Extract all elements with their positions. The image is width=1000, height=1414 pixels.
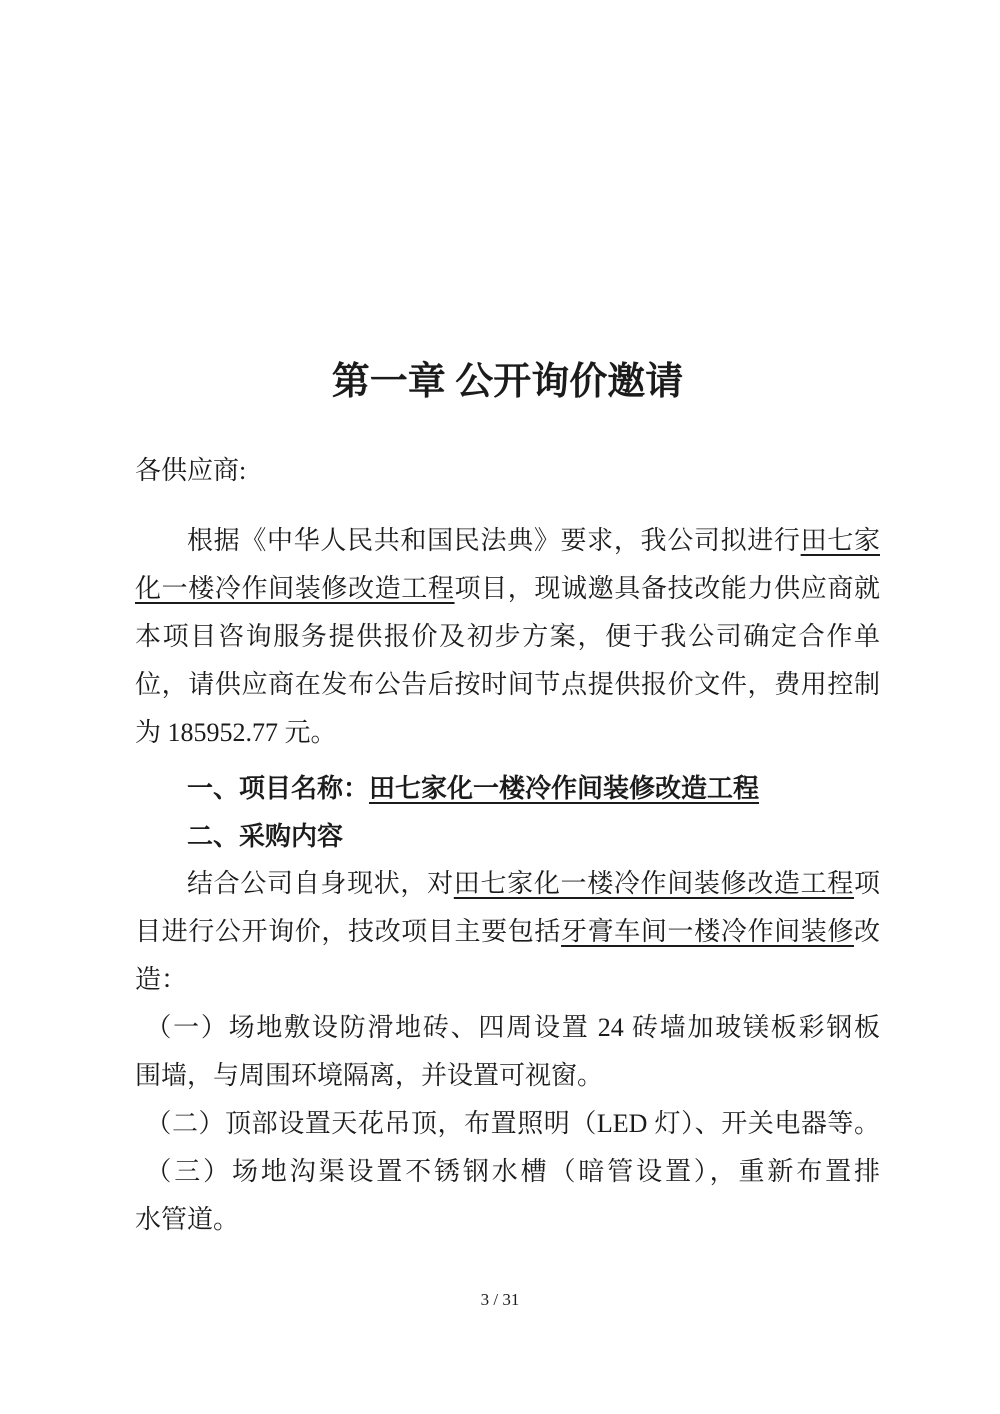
page-number: 3 / 31 [480,1290,520,1309]
section2-heading: 二、采购内容 [187,821,344,851]
text-segment: 结合公司自身现状，对 [187,869,454,898]
paragraph2-line1 [135,860,880,908]
chapter-title: 第一章 公开询价邀请 [331,361,684,403]
list-item3-line1: （三）场地沟渠设置不锈钢水槽（暗管设置），重新布置排 [145,1157,880,1186]
text-segment: 改 [853,917,880,946]
underlined-project-name-segment: 田七家 [800,526,880,555]
paragraph2-line3: 造： [135,965,188,994]
section1-heading [135,764,880,812]
document-body [135,0,880,1244]
paragraph1-line1 [135,517,880,565]
project-name-underlined: 田七家化一楼冷作间装修改造工程 [369,773,760,803]
text-segment: 项目，现诚邀具备技改能力供应商就 [454,574,880,603]
paragraph1-line3: 本项目咨询服务提供报价及初步方案，便于我公司确定合作单 [135,622,880,651]
paragraph1-line5-cost-amount: 为 185952.77 元。 [135,718,337,747]
paragraph2-line2 [135,908,880,956]
paragraph1-line4: 位，请供应商在发布公告后按时间节点提供报价文件，费用控制 [135,670,880,699]
text-segment: 根据《中华人民共和国民法典》要求，我公司拟进行 [187,526,801,555]
list-item3-line2: 水管道。 [135,1205,240,1234]
underlined-workshop-name-segment: 牙膏车间一楼冷作间装修 [561,917,854,946]
text-segment: 项 [853,869,880,898]
salutation-line: 各供应商: [135,456,247,485]
underlined-project-name-segment: 化一楼冷作间装修改造工程 [135,574,455,603]
text-segment: 目进行公开询价，技改项目主要包括 [135,917,562,946]
paragraph1-line2 [135,565,880,613]
list-item1-line2: 围墙，与周围环境隔离，并设置可视窗。 [135,1061,604,1090]
list-item2-line1: （二）顶部设置天花吊顶，布置照明（LED 灯）、开关电器等。 [145,1109,880,1138]
list-item1-line1: （一）场地敷设防滑地砖、四周设置 24 砖墙加玻镁板彩钢板 [145,1013,880,1042]
section1-label: 一、项目名称： [187,773,370,803]
underlined-project-name-segment: 田七家化一楼冷作间装修改造工程 [453,869,854,898]
